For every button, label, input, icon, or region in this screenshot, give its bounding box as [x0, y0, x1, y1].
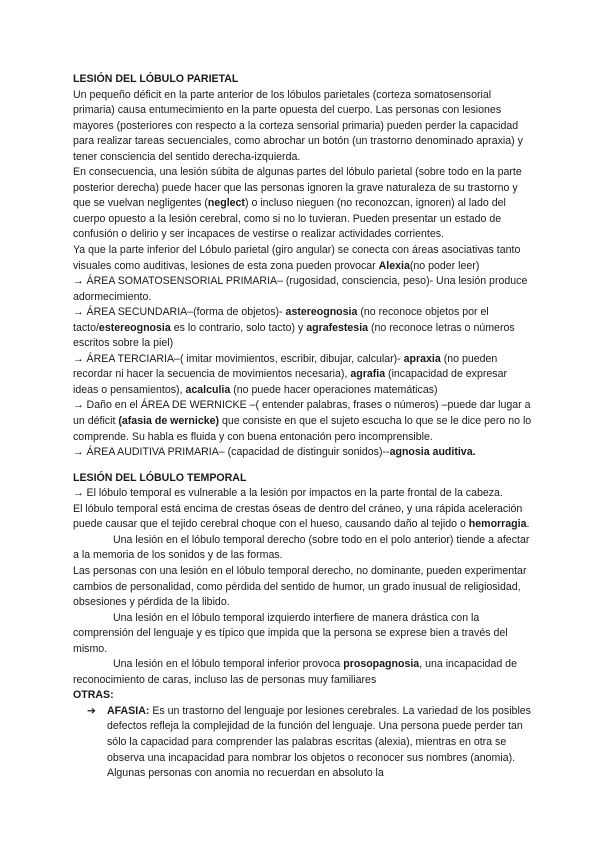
text: → ÁREA AUDITIVA PRIMARIA– (capacidad de distinguir sonidos)--	[73, 446, 390, 459]
term-afasia-wernicke: (afasia de wernicke)	[118, 415, 220, 428]
text: es lo contrario, solo tacto) y	[170, 321, 307, 334]
term-alexia: Alexia	[378, 259, 410, 272]
text: , una incapacidad de reconocimiento de caras, incluso las de personas muy familiares	[73, 658, 517, 686]
text: .	[526, 518, 530, 531]
text: → ÁREA SECUNDARIA–(forma de objetos)-	[73, 306, 286, 319]
term-neglect: neglect	[207, 197, 245, 210]
temporal-paragraph-1: → El lóbulo temporal es vulnerable a la lesión por impactos en la parte frontal de la cabeza.	[73, 487, 503, 500]
heading-otras: OTRAS:	[73, 689, 114, 702]
term-agrafestesia: agrafestesia	[306, 321, 369, 334]
text: Es un trastorno del lenguaje por lesiones cerebrales. La variedad de los posibles defectos refleja la complejidad de la función del lenguaje. Una persona puede perder tan sólo la capacidad para comprender las palabras escritas (alexia), mientras en otra se observa una incapacidad para nombrar los objetos o reconocer sus nombres (anomia). Algunas personas con anomia no recuerdan en absoluto la	[107, 704, 531, 780]
temporal-paragraph-3: Una lesión en el lóbulo temporal derecho (sobre todo en el polo anterior) tiende a afectar a la memoria de los sonidos y de las formas.	[73, 533, 530, 562]
arrow-bullet-icon: ➔	[87, 704, 96, 717]
text: → ÁREA TERCIARIA–( imitar movimientos, escribir, dibujar, calcular)-	[73, 352, 404, 365]
text: En consecuencia, una lesión súbita de algunas partes del lóbulo parietal (sobre todo en la parte posterior derecha) puede hacer que las personas ignoren la grave naturaleza de su trastorno y que se vuelvan negligentes (	[73, 166, 522, 210]
text: (no reconoce letras o números escritos sobre la piel)	[73, 321, 515, 350]
text: Ya que la parte inferior del Lóbulo parietal (giro angular) se conecta con áreas asociativas tanto visuales como auditivas, lesiones de esta zona pueden provocar	[73, 244, 521, 272]
parietal-paragraph-3	[73, 243, 533, 274]
text: ) o incluso nieguen (no reconozcan, ignoren) al lado del cuerpo opuesto a la lesión cerebral, como si no lo tuvieran. Pueden presentar un estado de confusión o delirio y ser incapaces de vestirse o realizar actividades corrientes.	[73, 197, 506, 241]
term-prosopagnosia: prosopagnosia	[343, 658, 420, 671]
text: que consiste en que el sujeto escucha lo que se le dice pero no lo comprende. Su habla es fluida y con buena entonación pero incomprensible.	[73, 415, 532, 443]
text: Un pequeño déficit en la parte anterior de los lóbulos parietales (corteza somatosensorial primaria) causa entumecimiento en la parte opuesta del cuerpo. Las personas con lesiones mayores (posteriores con respecto a la corteza sensorial primaria) pueden perder la capacidad para realizar tareas secuenciales, como abrochar un botón (un trastorno denominado apraxia) y tener consciencia del sentido derecha-izquierda.	[73, 88, 523, 163]
term-hemorragia: hemorragia	[468, 518, 527, 531]
term-astereognosia: astereognosia	[285, 306, 358, 319]
text: (incapacidad de expresar ideas o pensamientos),	[73, 368, 507, 396]
term-acalculia: acalculia	[185, 383, 231, 396]
otras-list	[73, 704, 533, 782]
temporal-paragraph-6	[73, 657, 533, 688]
area-auditiva	[73, 445, 533, 461]
heading-temporal: LESIÓN DEL LÓBULO TEMPORAL	[73, 471, 247, 484]
parietal-paragraph-1	[73, 88, 533, 166]
parietal-paragraph-2	[73, 165, 533, 243]
term-agrafia: agrafia	[350, 368, 386, 381]
heading-parietal: LESIÓN DEL LÓBULO PARIETAL	[73, 73, 239, 85]
term-apraxia: apraxia	[403, 352, 441, 365]
text: Una lesión en el lóbulo temporal inferior provoca	[113, 658, 344, 671]
term-estereognosia: estereognosia	[98, 321, 171, 334]
document-page	[73, 72, 533, 782]
text: → Daño en el ÁREA DE WERNICKE –( entender palabras, frases o números) –puede dar lugar a un déficit	[73, 399, 531, 428]
text: El lóbulo temporal está encima de crestas óseas de dentro del cráneo, y una rápida aceleración puede causar que el tejido cerebral choque con el hueso, causando daño al tejido o	[73, 502, 523, 531]
text: (no puede hacer operaciones matemáticas)	[230, 383, 438, 396]
text: (no poder leer)	[409, 259, 480, 272]
text: (no pueden recordar ni hacer la secuencia de movimientos necesaria),	[73, 352, 498, 381]
temporal-paragraph-5: Una lesión en el lóbulo temporal izquierdo interfiere de manera drástica con la comprensión del lenguaje y es típico que impida que la persona se exprese bien a través del mismo.	[73, 611, 508, 655]
term-agnosia-auditiva: agnosia auditiva.	[389, 446, 476, 459]
area-wernicke	[73, 398, 533, 445]
area-secundaria	[73, 305, 533, 352]
term-afasia: AFASIA:	[107, 704, 150, 717]
area-somatosensorial: → ÁREA SOMATOSENSORIAL PRIMARIA– (rugosidad, consciencia, peso)- Una lesión produce adormecimiento.	[73, 275, 528, 303]
temporal-paragraph-2	[73, 502, 533, 533]
area-terciaria	[73, 352, 533, 399]
list-item-afasia	[87, 704, 533, 782]
text: (no reconoce objetos por el tacto/	[73, 306, 489, 334]
spacer	[73, 461, 533, 471]
temporal-paragraph-4: Las personas con una lesión en el lóbulo temporal derecho, no dominante, pueden experimentar cambios de personalidad, como pérdida del sentido de humor, un grado inusual de religiosidad, obsesiones y pérdida de la libido.	[73, 564, 527, 609]
